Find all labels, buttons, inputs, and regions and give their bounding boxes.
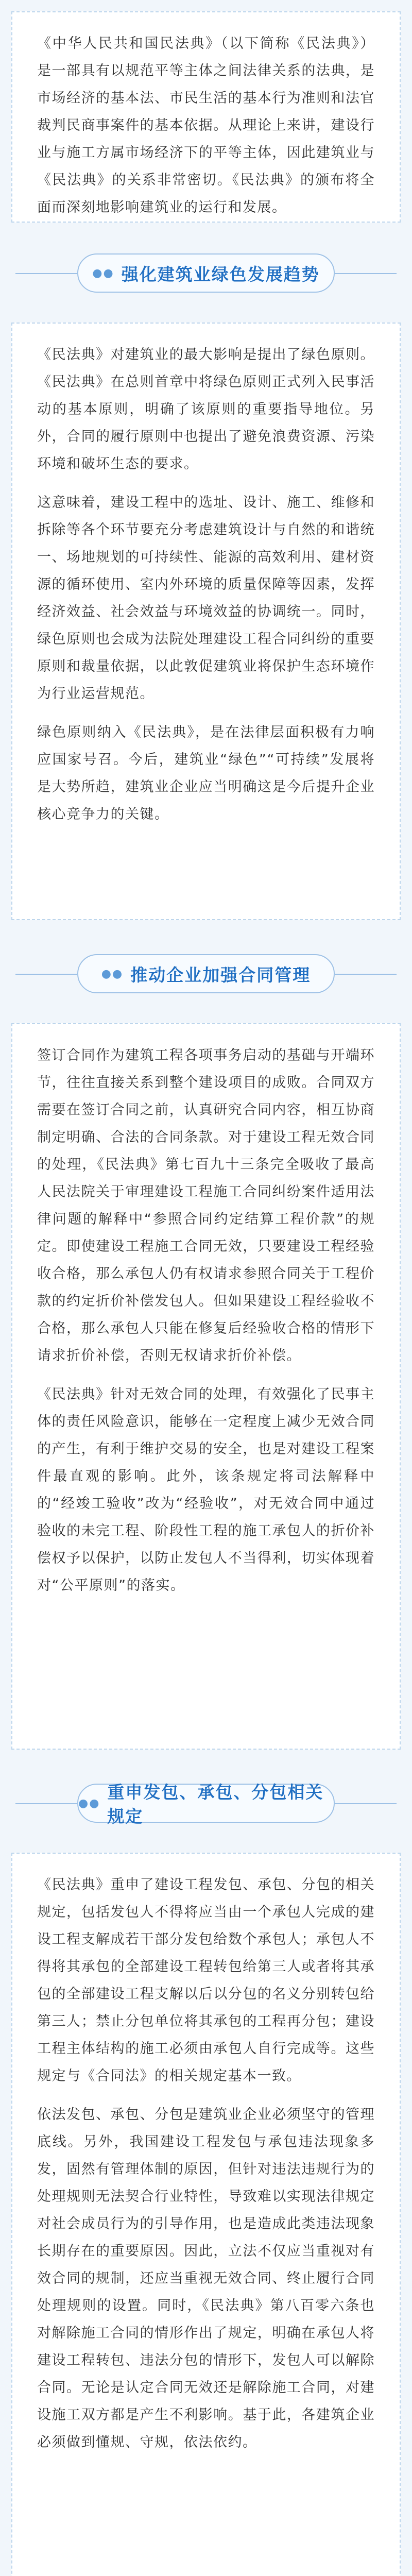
dots-icon: ●● <box>101 967 124 980</box>
section-paragraph: 《民法典》针对无效合同的处理，有效强化了民事主体的责任风险意识，能够在一定程度上减少无效合同的产生，有利于维护交易的安全，也是对建设工程案件最直观的影响。此外，该条规定将司法解释中的“经竣工验收”改为“经验收”，对无效合同中通过验收的未完工程、阶段性工程的施工承包人的折价补偿权予以保护，以防止发包人不当得利，切实体现着对“公平原则”的落实。 <box>37 1386 375 1594</box>
heading-pill <box>77 253 335 293</box>
heading-rule-right <box>335 1803 397 1804</box>
section-card-green <box>11 323 401 920</box>
heading-rule-right <box>335 974 397 975</box>
heading-pill <box>77 1782 335 1826</box>
heading-rule-left <box>15 1803 77 1804</box>
section-title: 推动企业加强合同管理 <box>130 964 311 985</box>
intro-paragraph: 《中华人民共和国民法典》（以下简称《民法典》）是一部具有以规范平等主体之间法律关系的法典，是市场经济的基本法、市民生活的基本行为准则和法官裁判民商事案件的基本依据。从理论上来讲，建设行业与施工方属市场经济下的平等主体，因此建筑业与《民法典》的关系非常密切。《民法典》的颁布将全面而深刻地影响建筑业的运行和发展。 <box>37 36 375 215</box>
section-paragraph: 《民法典》重申了建设工程发包、承包、分包的相关规定，包括发包人不得将应当由一个承包人完成的建设工程支解成若干部分发包给数个承包人；承包人不得将其承包的全部建设工程转包给第三人或者将其承包的全部建设工程支解以后以分包的名义分别转包给第三人；禁止分包单位将其承包的工程再分包；建设工程主体结构的施工必须由承包人自行完成等。这些规定与《合同法》的相关规定基本一致。 <box>37 1877 375 2084</box>
heading-pill <box>77 954 335 993</box>
section-paragraph: 依法发包、承包、分包是建筑业企业必须坚守的管理底线。另外，我国建设工程发包与承包违法现象多发，固然有管理体制的原因，但针对违法违规行为的处理规则无法契合行业特性，导致难以实现法律规定对社会成员行为的引导作用，也是造成此类违法现象长期存在的重要原因。因此，立法不仅应当重视对有效合同的规制，还应当重视无效合同、终止履行合同处理规则的设置。同时，《民法典》第八百零六条也对解除施工合同的情形作出了规定，明确在承包人将建设工程转包、违法分包的情形下，发包人可以解除合同。无论是认定合同无效还是解除施工合同，对建设施工双方都是产生不利影响。基于此，各建筑企业必须做到懂规、守规，依法依约。 <box>37 2107 375 2450</box>
section-card-subcontract <box>11 1853 401 2576</box>
section-paragraph: 《民法典》对建筑业的最大影响是提出了绿色原则。《民法典》在总则首章中将绿色原则正式列入民事活动的基本原则，明确了该原则的重要指导地位。另外，合同的履行原则中也提出了避免浪费资源、污染环境和破坏生态的要求。 <box>37 347 375 472</box>
section-title: 重申发包、承包、分包相关规定 <box>107 1782 324 1826</box>
section-paragraph: 这意味着，建设工程中的选址、设计、施工、维修和拆除等各个环节要充分考虑建筑设计与自然的和谐统一、场地规划的可持续性、能源的高效利用、建材资源的循环使用、室内外环境的质量保障等因素，发挥经济效益、社会效益与环境效益的协调统一。同时，绿色原则也会成为法院处理建设工程合同纠纷的重要原则和裁量依据，以此敦促建筑业将保护生态环境作为行业运营规范。 <box>37 495 375 702</box>
section-paragraph: 签订合同作为建筑工程各项事务启动的基础与开端环节，往往直接关系到整个建设项目的成败。合同双方需要在签订合同之前，认真研究合同内容，相互协商制定明确、合法的合同条款。对于建设工程无效合同的处理，《民法典》第七百九十三条完全吸收了最高人民法院关于审理建设工程施工合同纠纷案件适用法律问题的解释中“参照合同约定结算工程价款”的规定。即使建设工程施工合同无效，只要建设工程经验收合格，那么承包人仍有权请求参照合同关于工程价款的约定折价补偿发包人。但如果建设工程经验收不合格，那么承包人只能在修复后经验收合格的情形下请求折价补偿，否则无权请求折价补偿。 <box>37 1047 375 1364</box>
dots-icon: ●● <box>78 1797 100 1810</box>
section-heading-subcontract <box>0 1772 412 1834</box>
section-paragraph: 绿色原则纳入《民法典》，是在法律层面积极有力响应国家号召。今后，建筑业“绿色”“可持续”发展将是大势所趋，建筑业企业应当明确这是今后提升企业核心竞争力的关键。 <box>37 724 375 822</box>
dots-icon: ●● <box>92 266 114 280</box>
intro-card <box>11 11 401 223</box>
section-card-contract <box>11 1023 401 1750</box>
heading-rule-left <box>15 974 77 975</box>
section-heading-green <box>0 242 412 304</box>
section-heading-contract <box>0 943 412 1005</box>
heading-rule-right <box>335 273 397 274</box>
heading-rule-left <box>15 273 77 274</box>
section-title: 强化建筑业绿色发展趋势 <box>121 264 320 284</box>
